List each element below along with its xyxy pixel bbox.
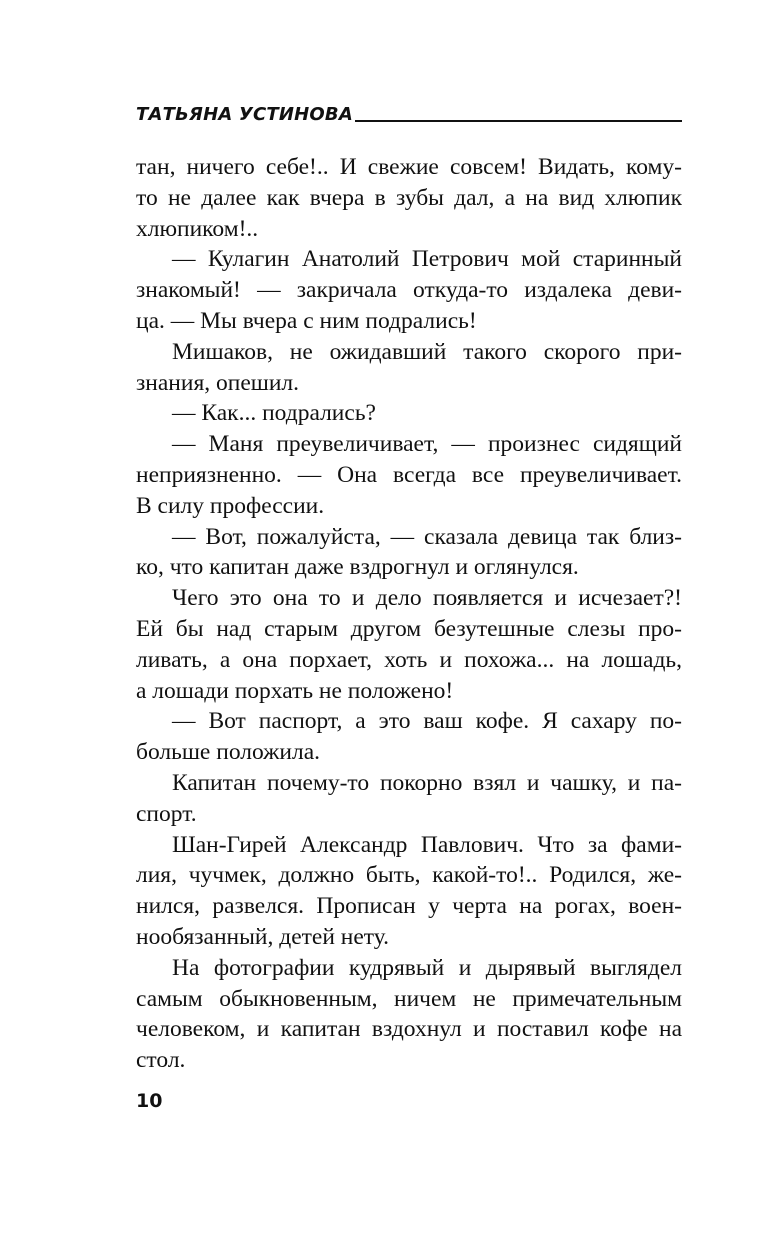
text-line: тан, ничего себе!.. И свежие совсем! Видать, кому-	[136, 154, 682, 180]
text-line: то не далее как вчера в зубы дал, а на вид хлюпик	[136, 184, 682, 211]
text-line: нился, развелся. Прописан у черта на рогах, воен-	[136, 893, 682, 920]
text-line: знакомый! — закричала откуда-то издалека деви-	[136, 277, 682, 304]
text-line: неприязненно. — Она всегда все преувеличивает.	[136, 461, 682, 488]
paragraph	[136, 583, 682, 706]
text-line: ливать, а она порхает, хоть и похожа... на лошадь,	[136, 646, 682, 673]
paragraph	[136, 706, 682, 768]
text-line: Шан-Гирей Александр Павлович. Что за фами-	[172, 831, 682, 858]
paragraph	[136, 953, 682, 1076]
paragraph	[136, 244, 682, 336]
paragraph	[136, 429, 682, 521]
text-line: — Вот, пожалуйста, — сказала девица так близ-	[172, 523, 682, 550]
text-line: В силу профессии.	[136, 492, 325, 519]
paragraph	[136, 152, 682, 244]
text-line: нообязанный, детей нету.	[136, 923, 390, 950]
paragraph	[136, 522, 682, 584]
text-line: больше положила.	[136, 739, 320, 766]
text-line: — Кулагин Анатолий Петрович мой старинный	[172, 246, 682, 273]
text-line: Мишаков, не ожидавший такого скорого при-	[172, 338, 682, 365]
paragraph	[136, 768, 682, 830]
text-line: лия, чучмек, должно быть, какой-то!.. Родился, же-	[136, 862, 682, 889]
text-line: самым обыкновенным, ничем не примечательным	[136, 985, 682, 1012]
header-rule	[355, 120, 682, 122]
text-line: — Вот паспорт, а это ваш кофе. Я сахару по-	[172, 708, 682, 735]
text-line: ко, что капитан даже вздрогнул и оглянулся.	[136, 554, 579, 581]
text-line: — Как... подрались?	[172, 400, 376, 427]
body-text	[136, 152, 682, 1076]
text-line: ца. — Мы вчера с ним подрались!	[136, 307, 477, 334]
text-line: спорт.	[136, 800, 197, 827]
text-line: человеком, и капитан вздохнул и поставил кофе на	[136, 1016, 682, 1043]
text-line: На фотографии кудрявый и дырявый выглядел	[172, 954, 682, 981]
paragraph	[136, 398, 682, 429]
text-line: знания, опешил.	[136, 369, 300, 396]
page-number: 10	[136, 1090, 163, 1112]
text-line: а лошади порхать не положено!	[136, 677, 454, 704]
author-name: ТАТЬЯНА УСТИНОВА	[136, 104, 353, 125]
text-line: Ей бы над старым другом безутешные слезы про-	[136, 615, 682, 642]
paragraph	[136, 830, 682, 953]
text-line: хлюпиком!..	[136, 215, 259, 242]
text-line: Чего это она то и дело появляется и исчезает?!	[172, 585, 682, 612]
text-line: — Маня преувеличивает, — произнес сидящий	[172, 431, 682, 458]
paragraph	[136, 337, 682, 399]
text-line: Капитан почему-то покорно взял и чашку, и па-	[172, 769, 682, 796]
running-header	[136, 101, 682, 125]
text-line: стол.	[136, 1047, 186, 1074]
